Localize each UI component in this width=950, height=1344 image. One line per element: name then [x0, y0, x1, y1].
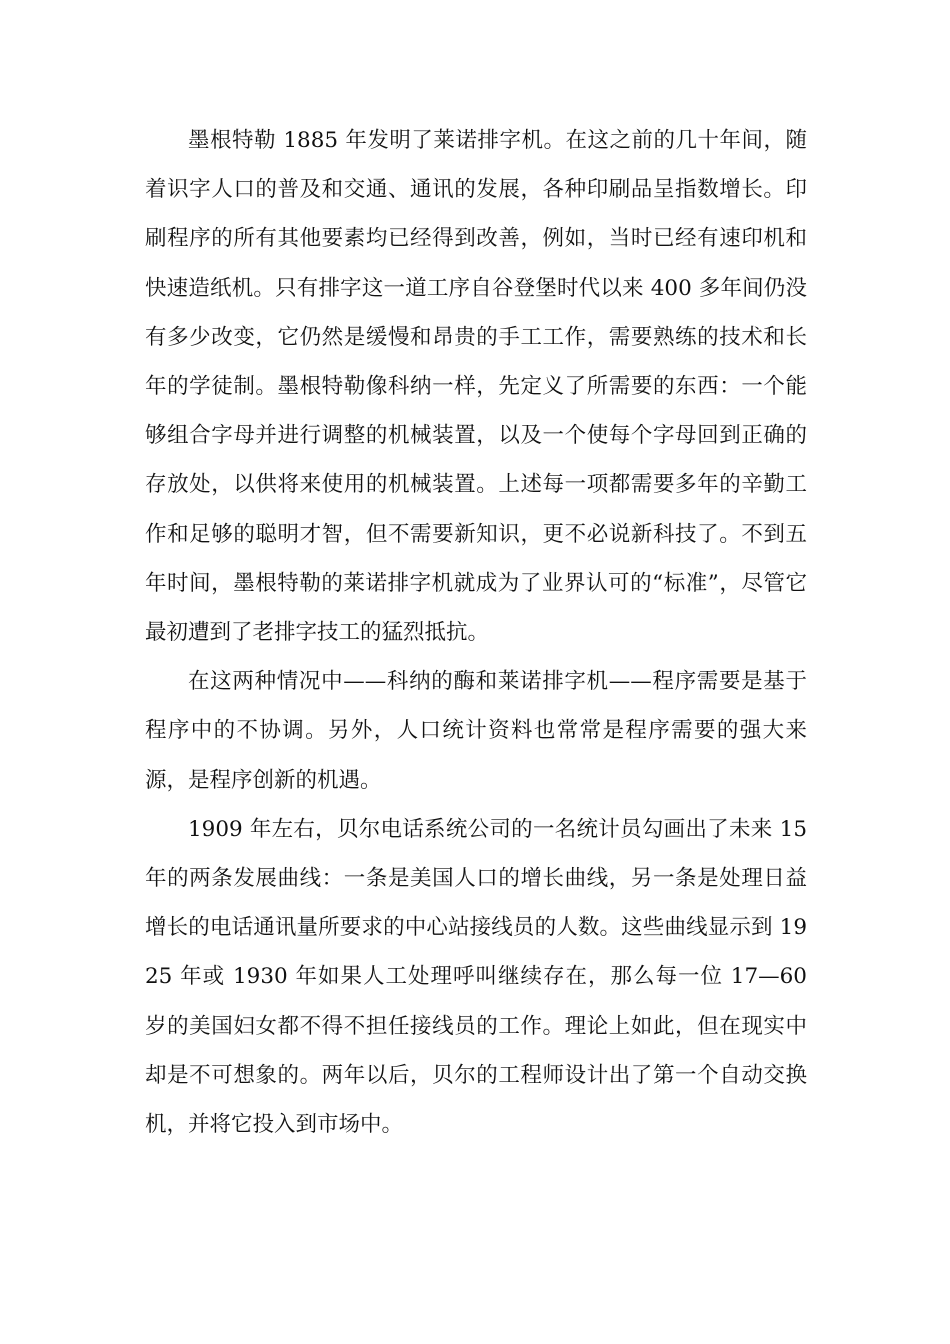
- paragraph-process-need: 在这两种情况中——科纳的酶和莱诺排字机——程序需要是基于程序中的不协调。另外，人口统计资料也常常是程序需要的强大来源，是程序创新的机遇。: [145, 669, 807, 793]
- paragraph-linotype: 墨根特勒 1885 年发明了莱诺排字机。在这之前的几十年间，随着识字人口的普及和交通、通讯的发展，各种印刷品呈指数增长。印刷程序的所有其他要素均已经得到改善，例如，当时已经有速印机和快速造纸机。只有排字这一道工序自谷登堡时代以来 400 多年间仍没有多少改变，它仍然是缓慢和昂贵的手工工作，需要熟练的技术和长年的学徒制。墨根特勒像科纳一样，先定义了所需要的东西：一个能够组合字母并进行调整的机械装置，以及一个使每个字母回到正确的存放处，以供将来使用的机械装置。上述每一项都需要多年的辛勤工作和足够的聪明才智，但不需要新知识，更不必说新科技了。不到五年时间，墨根特勒的莱诺排字机就成为了业界认可的“标准”，尽管它最初遭到了老排字技工的猛烈抵抗。: [145, 128, 807, 646]
- paragraph-bell-telephone: 1909 年左右，贝尔电话系统公司的一名统计员勾画出了未来 15 年的两条发展曲线：一条是美国人口的增长曲线，另一条是处理日益增长的电话通讯量所要求的中心站接线员的人数。这些曲线显示到 1925 年或 1930 年如果人工处理呼叫继续存在，那么每一位 17—60 岁的美国妇女都不得不担任接线员的工作。理论上如此，但在现实中却是不可想象的。两年以后，贝尔的工程师设计出了第一个自动交换机，并将它投入到市场中。: [145, 816, 807, 1138]
- document-page: [145, 116, 807, 1149]
